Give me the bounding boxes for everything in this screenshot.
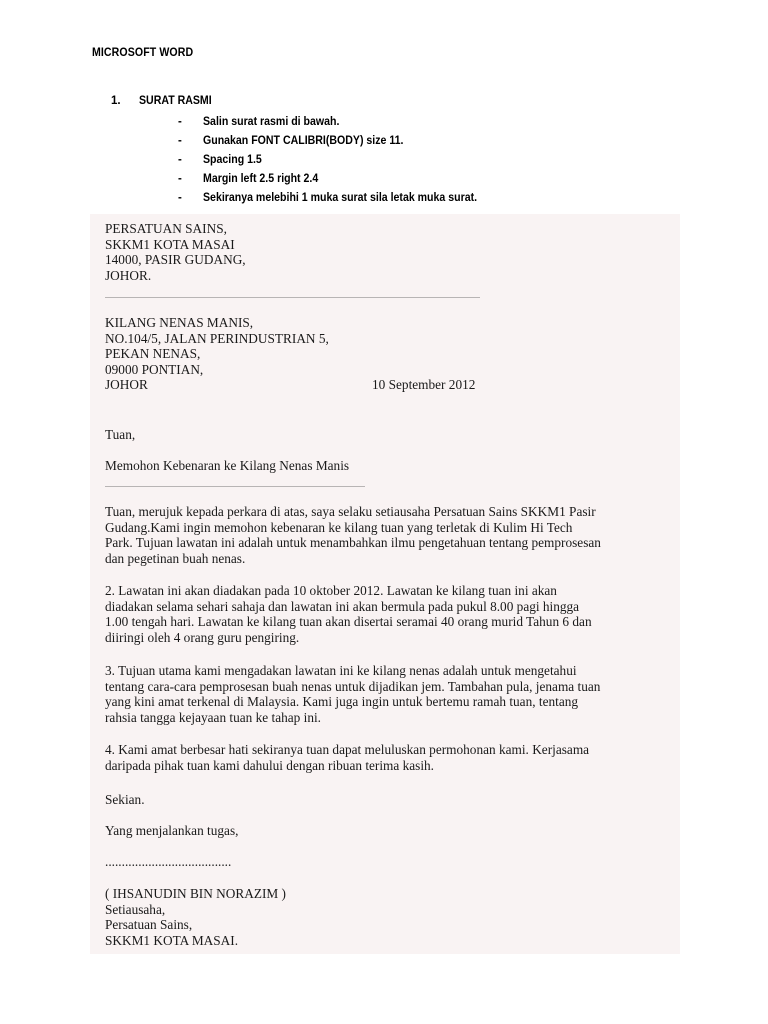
closing: Sekian. [105,792,145,807]
instruction-item [178,132,501,151]
section-title: SURAT RASMI [139,95,212,107]
sender-divider [105,297,480,298]
recipient-address-line: 09000 PONTIAN, [105,361,204,377]
instruction-text: Spacing 1.5 [203,154,262,166]
paragraph-line: rahsia tangga kejayaan tuan ke tahap ini. [105,709,321,725]
sender-address-line: PERSATUAN SAINS, [105,221,227,236]
sender-address-line: SKKM1 KOTA MASAI [105,236,235,252]
paragraph-line: diiringi oleh 4 orang guru pengiring. [105,629,300,645]
signatory-line: Setiausaha, [105,901,166,917]
instruction-item [178,113,501,132]
paragraph-line: 3. Tujuan utama kami mengadakan lawatan ini ke kilang nenas adalah untuk mengetahui [105,663,577,678]
bullet-dash: - [178,154,182,166]
letter-sample [90,214,680,954]
recipient-address-line: KILANG NENAS MANIS, [105,315,254,330]
paragraph-line: Park. Tujuan lawatan ini adalah untuk menambahkan ilmu pengetahuan tentang pemprosesan [105,535,601,550]
recipient-address-line: PEKAN NENAS, [105,346,201,361]
bullet-dash: - [178,116,182,128]
instruction-text: Salin surat rasmi di bawah. [203,116,340,128]
sender-address-line: JOHOR. [105,267,152,283]
instruction-item [178,189,501,208]
paragraph-line: Gudang.Kami ingin memohon kebenaran ke kilang tuan yang terletak di Kulim Hi Tech [105,519,573,535]
sender-address-line: 14000, PASIR GUDANG, [105,252,246,267]
paragraph-line: diadakan selama sehari sahaja dan lawatan ini akan bermula pada pukul 8.00 pagi hingga [105,598,580,614]
salutation: Tuan, [105,427,136,442]
section-number: 1. [111,95,121,107]
letter-date: 10 September 2012 [372,377,476,392]
signatory-line: ( IHSANUDIN BIN NORAZIM ) [105,886,286,901]
paragraph-line: 2. Lawatan ini akan diadakan pada 10 oktober 2012. Lawatan ke kilang tuan ini akan [105,583,557,598]
paragraph-line: 1.00 tengah hari. Lawatan ke kilang tuan akan disertai seramai 40 orang murid Tahun 6 dan [105,614,592,629]
document-heading: MICROSOFT WORD [92,47,194,59]
instruction-item [178,170,501,189]
recipient-address-line: JOHOR [105,377,148,392]
signature-line: ...................................... [105,854,232,869]
instruction-text: Margin left 2.5 right 2.4 [203,173,319,185]
bullet-dash: - [178,173,182,185]
paragraph-line: tentang cara-cara pemprosesan buah nenas untuk dijadikan jem. Tambahan pula, jenama tuan [105,678,601,694]
signatory-line: SKKM1 KOTA MASAI. [105,932,239,948]
paragraph-line: dan pegetinan buah nenas. [105,550,246,566]
paragraph-line: daripada pihak tuan kami dahului dengan ribuan terima kasih. [105,757,434,773]
paragraph-line: yang kini amat terkenal di Malaysia. Kami juga ingin untuk bertemu ramah tuan, tentang [105,694,579,709]
recipient-address-line: NO.104/5, JALAN PERINDUSTRIAN 5, [105,330,329,346]
duty-line: Yang menjalankan tugas, [105,823,239,838]
paragraph-line: Tuan, merujuk kepada perkara di atas, saya selaku setiausaha Persatuan Sains SKKM1 Pasir [105,504,596,519]
subject-underline [105,486,365,487]
subject-line: Memohon Kebenaran ke Kilang Nenas Manis [105,458,350,473]
instruction-list [178,113,501,208]
paragraph-line: 4. Kami amat berbesar hati sekiranya tuan dapat meluluskan permohonan kami. Kerjasama [105,742,590,757]
instruction-text: Sekiranya melebihi 1 muka surat sila letak muka surat. [203,192,478,204]
instruction-text: Gunakan FONT CALIBRI(BODY) size 11. [203,135,404,147]
instruction-item [178,151,501,170]
bullet-dash: - [178,135,182,147]
bullet-dash: - [178,192,182,204]
signatory-line: Persatuan Sains, [105,917,193,932]
